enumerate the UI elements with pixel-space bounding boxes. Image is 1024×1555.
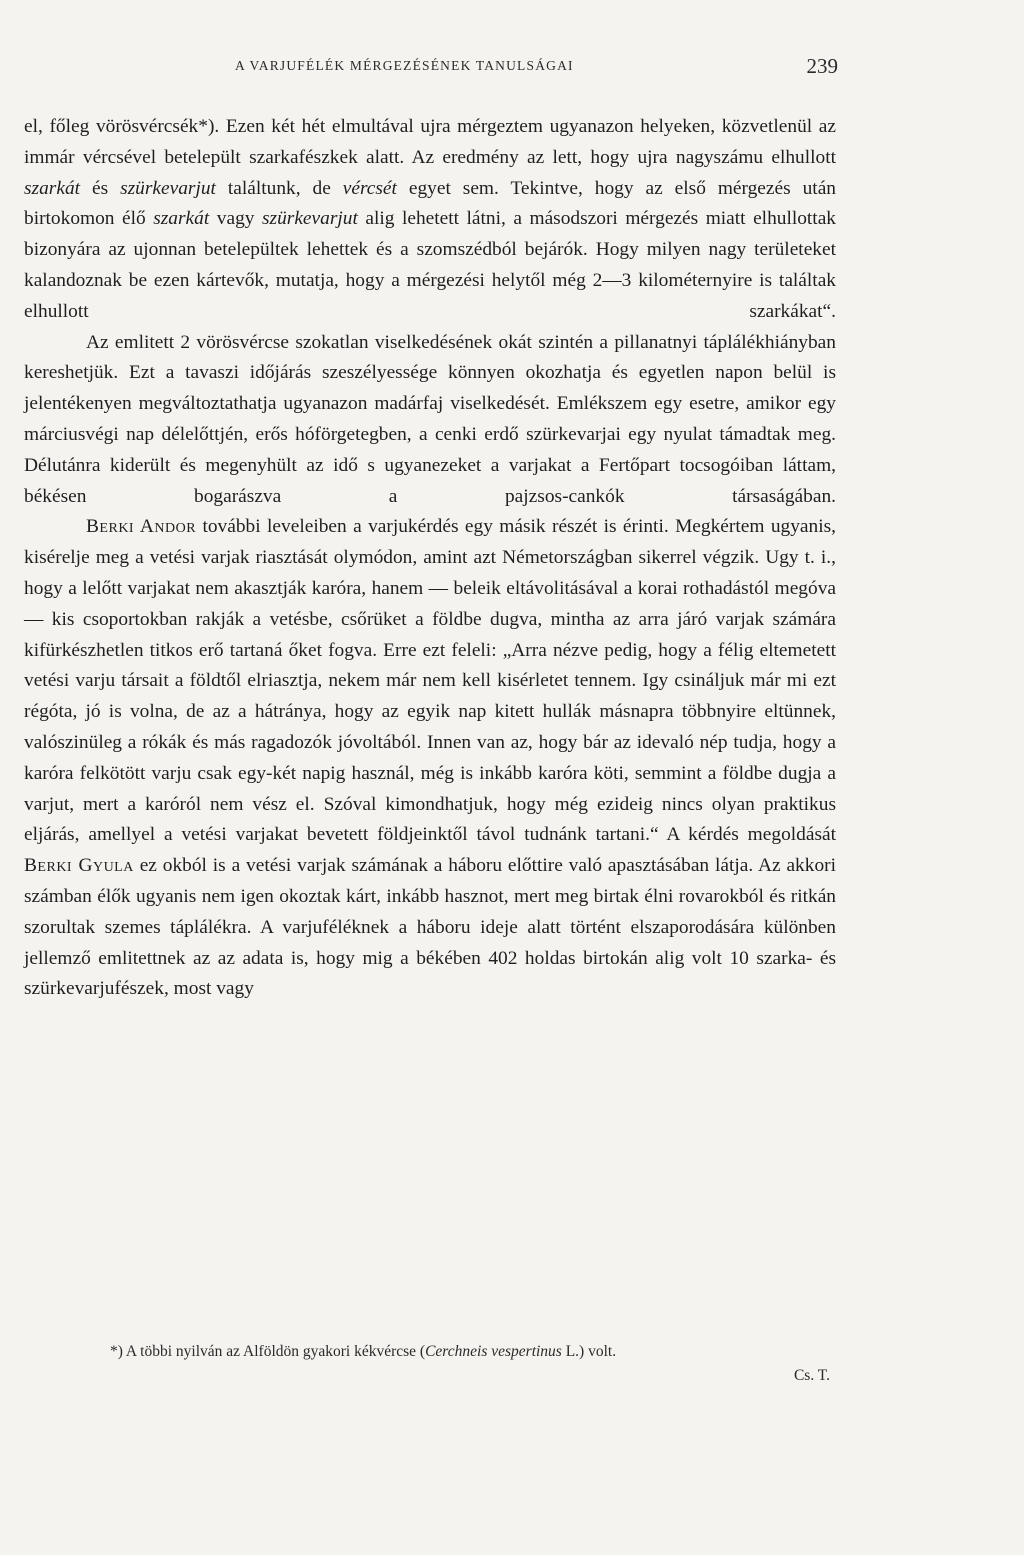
person-name: Berki Andor: [86, 516, 197, 538]
running-head: [0, 56, 1024, 80]
body-text: [24, 112, 836, 1005]
text-run: el, főleg vörösvércsék*). Ezen két hét elmultával ujra mérgeztem ugyanazon helyeken, közvetlenül az immár vércsével betelepült szarkafészkek alatt. Az eredmény az lett, hogy ujra nagyszámu elhullott: [24, 116, 836, 168]
text-run: és: [80, 177, 121, 199]
text-run: Az emlitett 2 vörösvércse szokatlan viselkedésének okát szintén a pillanatnyi táplálékhiányban kereshetjük. Ezt a tavaszi időjárás szeszélyessége könnyen okozhatja és egyetlen napon belül is jelentékenyen megváltoztathatja ugyanazon madárfaj viselkedését. Emlékszem egy esetre, amikor egy márciusvégi nap délelőttjén, erős hóförgetegben, a cenki erdő szürkevarjai egy nyulat támadtak meg. Délutánra kiderült és megenyhült az idő s ugyanezeket a varjakat a Fertőpart tocsogóiban láttam, békésen bogarászva a pajzsos-cankók társaságában.: [24, 331, 836, 507]
person-name: Berki Gyula: [24, 855, 134, 877]
italic-term: szarkát: [24, 177, 81, 199]
text-run: ez okból is a vetési varjak számának a háboru előttire való apasztásában látja. Az akkori számban élők ugyanis nem igen okoztak kárt, inkább hasznot, mert meg birtak élni rovarokból és ritkán szorultak szemes táplálékra. A varjuféléknek a háboru ideje alatt történt elszaporodására különben jellemző emlitettnek az az adata is, hogy mig a békében 402 holdas birtokán alig volt 10 szarka- és szürkevarjufészek, most vagy: [24, 855, 836, 1000]
text-run: egyet sem. Tekintve, hogy az első mérgezés után birtokomon élő: [24, 177, 836, 230]
italic-term: szürkevarjut: [261, 208, 358, 230]
footnote: [110, 1340, 840, 1388]
italic-term: szarkát: [153, 208, 210, 230]
italic-term: Cerchneis vespertinus: [425, 1343, 562, 1360]
text-run: találtunk, de: [215, 177, 343, 199]
italic-term: vércsét: [342, 177, 397, 199]
italic-term: szürkevarjut: [120, 177, 216, 199]
text-run: alig lehetett látni, a másodszori mérgezés miatt elhullottak bizonyára az ujonnan betelepültek lehettek és a szomszédból bejárók. Hogy milyen nagy területeket kalandoznak be ezen kártevők, mutatja, hogy a mérgezési helytől még 2—3 kilométernyire is találtak elhullott szarkákat“.: [24, 208, 837, 322]
page-number: 239: [806, 54, 838, 78]
paragraph-2: [24, 328, 836, 513]
footnote-text: [110, 1340, 840, 1364]
text-run: vagy: [209, 208, 262, 230]
paragraph-3: [24, 512, 836, 1005]
text-run: *) A többi nyilván az Alföldön gyakori kékvércse (: [110, 1343, 426, 1360]
footnote-signature: Cs. T.: [793, 1367, 830, 1384]
paragraph-1: [24, 112, 836, 328]
running-title: A VARJUFÉLÉK MÉRGEZÉSÉNEK TANULSÁGAI: [235, 58, 574, 73]
text-run: további leveleiben a varjukérdés egy másik részét is érinti. Megkértem ugyanis, kisérelje meg a vetési varjak riasztását olymódon, amint azt Németországban sikerrel végzik. Ugy t. i., hogy a lelőtt varjakat nem akasztják karóra, hanem — beleik eltávolitásával a korai rothadástól megóva — kis csoportokban rakják a vetésbe, csőrüket a földbe dugva, mintha az arra járó varjak számára kifürkészhetlen titkos erő tartaná őket fogva. Erre ezt feleli: „Arra nézve pedig, hogy a félig eltemetett vetési varju társait a földtől elriasztja, nekem már nem kell kisérletet tennem. Igy csináljuk már mi ezt régóta, jó is volna, de az a hátránya, hogy az egyik nap kitett hullák másnapra többnyire eltünnek, valószinüleg a rókák és más ragadozók jóvoltából. Innen van az, hogy bár az idevaló nép tudja, hogy a karóra felkötött varju csak egy-két napig használ, még is inkább karóra köti, semmint a földbe dugja a varjut, mert a karóról nem vész el. Szóval kimondhatjuk, hogy még ezideig nincs olyan praktikus eljárás, amellyel a vetési varjakat bevetett földjeinktől távol tudnánk tartani.“ A kérdés megoldását: [24, 516, 836, 846]
text-run: L.) volt.: [561, 1343, 617, 1360]
